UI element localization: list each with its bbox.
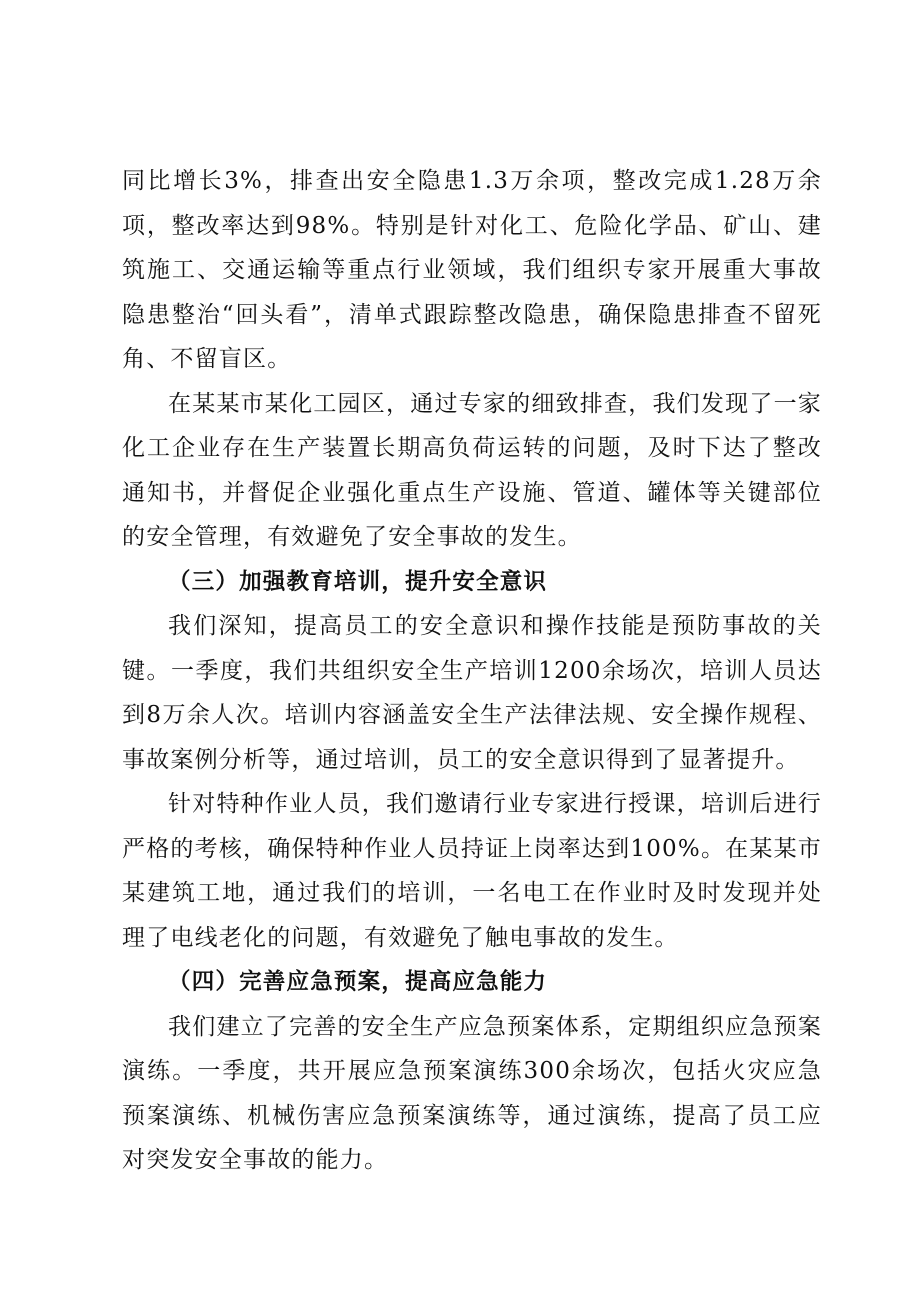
paragraph-training-statistics: 我们深知，提高员工的安全意识和操作技能是预防事故的关键。一季度，我们共组织安全生产培训1200余场次，培训人员达到8万余人次。培训内容涵盖安全生产法律法规、安全操作规程、事故案例分析等，通过培训，员工的安全意识得到了显著提升。 bbox=[122, 613, 822, 773]
section-heading-emergency: （四）完善应急预案，提高应急能力 bbox=[168, 969, 548, 995]
section-heading-training: （三）加强教育培训，提升安全意识 bbox=[168, 568, 548, 595]
document-body bbox=[122, 159, 822, 1183]
paragraph-emergency-drills: 我们建立了完善的安全生产应急预案体系，定期组织应急预案演练。一季度，共开展应急预案演练300余场次，包括火灾应急预案演练、机械伤害应急预案演练等，通过演练，提高了员工应对突发安全事故的能力。 bbox=[122, 1013, 822, 1173]
paragraph-hazard-statistics: 同比增长3%，排查出安全隐患1.3万余项，整改完成1.28万余项，整改率达到98%。特别是针对化工、危险化学品、矿山、建筑施工、交通运输等重点行业领域，我们组织专家开展重大事故隐患整治“回头看”，清单式跟踪整改隐患，确保隐患排查不留死角、不留盲区。 bbox=[122, 168, 822, 372]
paragraph-chemical-park-case: 在某某市某化工园区，通过专家的细致排查，我们发现了一家化工企业存在生产装置长期高负荷运转的问题，及时下达了整改通知书，并督促企业强化重点生产设施、管道、罐体等关键部位的安全管理，有效避免了安全事故的发生。 bbox=[122, 390, 822, 550]
paragraph-special-workers: 针对特种作业人员，我们邀请行业专家进行授课，培训后进行严格的考核，确保特种作业人员持证上岗率达到100%。在某某市某建筑工地，通过我们的培训，一名电工在作业时及时发现并处理了电线老化的问题，有效避免了触电事故的发生。 bbox=[122, 791, 822, 951]
